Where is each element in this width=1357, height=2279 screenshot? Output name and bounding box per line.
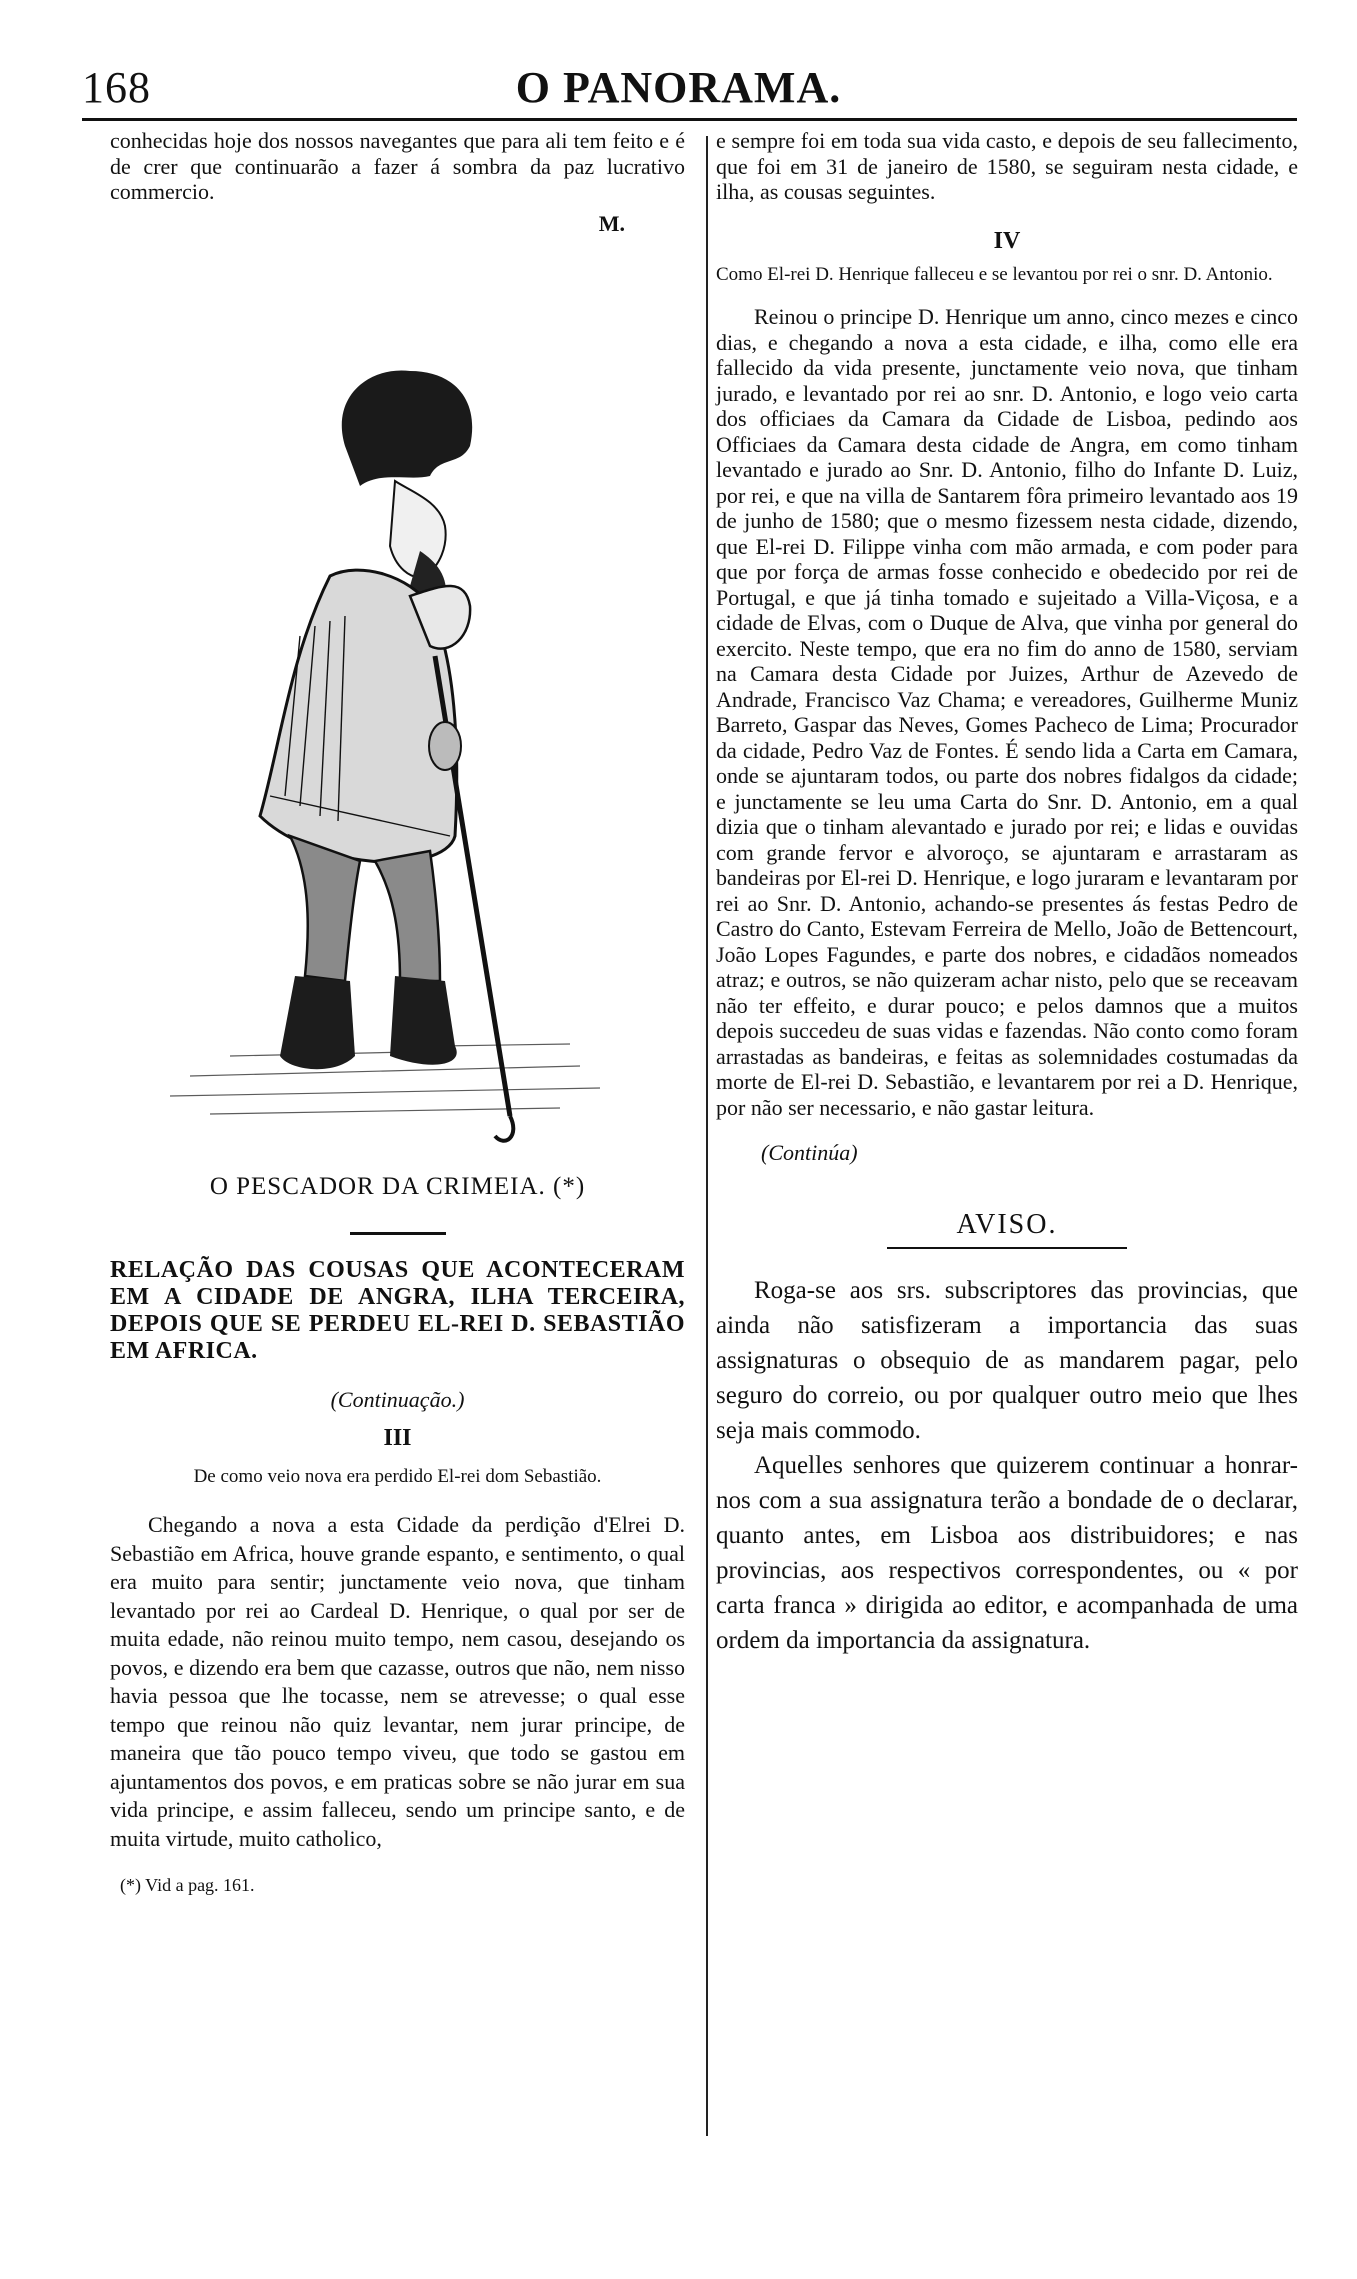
notice-paragraph-1: Roga-se aos srs. subscriptores das provincias, que ainda não satisfizeram a importancia das suas assignaturas o obsequio de as mandarem pagar, pelo seguro do correio, ou por qualquer outro meio que lhes seja mais commodo. [716,1277,1298,1444]
illustration-caption: O PESCADOR DA CRIMEIA. (*) [209,1173,586,1200]
header-rule [82,118,1297,121]
notice-title: AVISO. [956,1208,1058,1240]
footnote: (*) Vid a pag. 161. [120,1875,255,1895]
continues-note: (Continúa) [761,1140,858,1165]
article-title: RELAÇÃO DAS COUSAS QUE ACONTECERAM EM A CIDADE DE ANGRA, ILHA TERCEIRA, DEPOIS QUE SE PERDEU EL-REI D. SEBASTIÃO EM AFRICA. [110,1256,685,1364]
section-divider [350,1232,446,1235]
column-divider [706,136,708,2136]
continued-note: (Continuação.) [330,1386,465,1412]
page-number: 168 [82,63,151,112]
right-column [716,128,1298,1658]
section-number-iii: III [383,1425,412,1451]
section-iii-paragraph: Chegando a nova a esta Cidade da perdição d'Elrei D. Sebastião em Africa, houve grande espanto, e sentimento, o qual era muito para sentir; junctamente veio nova, que tinham levantado por rei ao Cardeal D. Henrique, o qual por ser de muita edade, não reinou muito tempo, nem casou, desejando os povos, e dizendo era bem que cazasse, outros que não, nem nisso havia pessoa que lhe tocasse, nem se atrevesse; o qual esse tempo que reinou não quiz levantar, nem jurar principe, de maneira que tão pouco tempo viveu, que todo se gastou em ajuntamentos dos povos, e em praticas sobre se não jurar em sua vida principe, e assim falleceu, sendo um principe santo, e de muita virtude, muito catholico, [110,1512,685,1851]
fisherman-engraving [110,276,685,1156]
section-number-iv: IV [993,227,1021,254]
author-signature: M. [598,210,625,236]
section-subtitle-iii: De como veio nova era perdido El-rei dom Sebastião. [193,1465,602,1487]
section-subtitle-iv: Como El-rei D. Henrique falleceu e se levantou por rei o snr. D. Antonio. [716,264,1273,285]
masthead-title: O PANORAMA. [515,63,842,112]
right-intro-paragraph: e sempre foi em toda sua vida casto, e depois de seu fallecimento, que foi em 31 de janeiro de 1580, se seguiram nesta cidade, e ilha, as cousas seguintes. [716,128,1298,204]
notice-paragraph-2: Aquelles senhores que quizerem continuar a honrar-nos com a sua assignatura terão a bondade de o declarar, quanto antes, em Lisboa aos distribuidores; e nas provincias, aos respectivos correspondentes, ou « por carta franca » dirigida ao editor, e acompanhada de uma ordem da importancia da assignatura. [716,1452,1298,1654]
left-column [110,128,685,1899]
left-intro-paragraph: conhecidas hoje dos nossos navegantes que para ali tem feito e é de crer que continuarão a fazer á sombra da paz lucrativo commercio. [110,128,685,204]
fisherman-illustration [110,276,685,1156]
section-iv-paragraph: Reinou o principe D. Henrique um anno, cinco mezes e cinco dias, e chegando a nova a esta cidade, e ilha, como elle era fallecido da vida presente, junctamente veio nova, que tinham jurado, e levantado por rei ao snr. D. Antonio, e logo veio carta dos officiaes da Camara da Cidade de Lisboa, pedindo aos Officiaes da Camara desta cidade de Angra, em como tinham levantado e jurado ao Snr. D. Antonio, filho do Infante D. Luiz, por rei, e que na villa de Santarem fôra primeiro levantado aos 19 de junho de 1580; que o mesmo fizessem nesta cidade, dizendo, que El-rei D. Filippe vinha com mão armada, e com poder para que por força de armas fosse conhecido e obedecido por rei de Portugal, e que já tinha tomado e sujeitado a Villa-Viçosa, e a cidade de Elvas, com o Duque de Alva, que vinha por general do exercito. Neste tempo, que era no fim do anno de 1580, serviam na Camara desta Cidade por Juizes, Arthur de Azevedo de Andrade, Francisco Vaz Chama; e vereadores, Guilherme Muniz Barreto, Gaspar das Neves, Gomes Pacheco de Lima; Procurador da cidade, Pedro Vaz de Fontes. É sendo lida a Carta em Camara, onde se ajuntaram todos, ou parte dos nobres fidalgos da cidade; e junctamente se leu uma Carta do Snr. D. Antonio, em a qual dizia que o tinham alevantado e jurado por rei; e lidas e ouvidas com grande fervor e alvoroço, se ajuntaram e arrastaram as bandeiras por El-rei D. Henrique, e logo juraram e levantaram por rei ao Snr. D. Antonio, achando-se presentes ás festas Pedro de Castro do Canto, Estevam Ferreira de Mello, João de Bettencourt, João Lopes Fagundes, e parte dos nobres, e cidadãos nomeados atraz; e outros, se não quizeram achar nisto, pelo que se receavam não ter effeito, e durar pouco; e pelos damnos que a muitos depois succedeu de suas vidas e fazendas. Não conto como foram arrastadas as bandeiras, e feitas as solemnidades costumadas da morte de El-rei D. Sebastião, e levantarem por rei a D. Henrique, por não ser necessario, e não gastar leitura. [716,304,1298,1120]
notice-rule [887,1247,1127,1249]
